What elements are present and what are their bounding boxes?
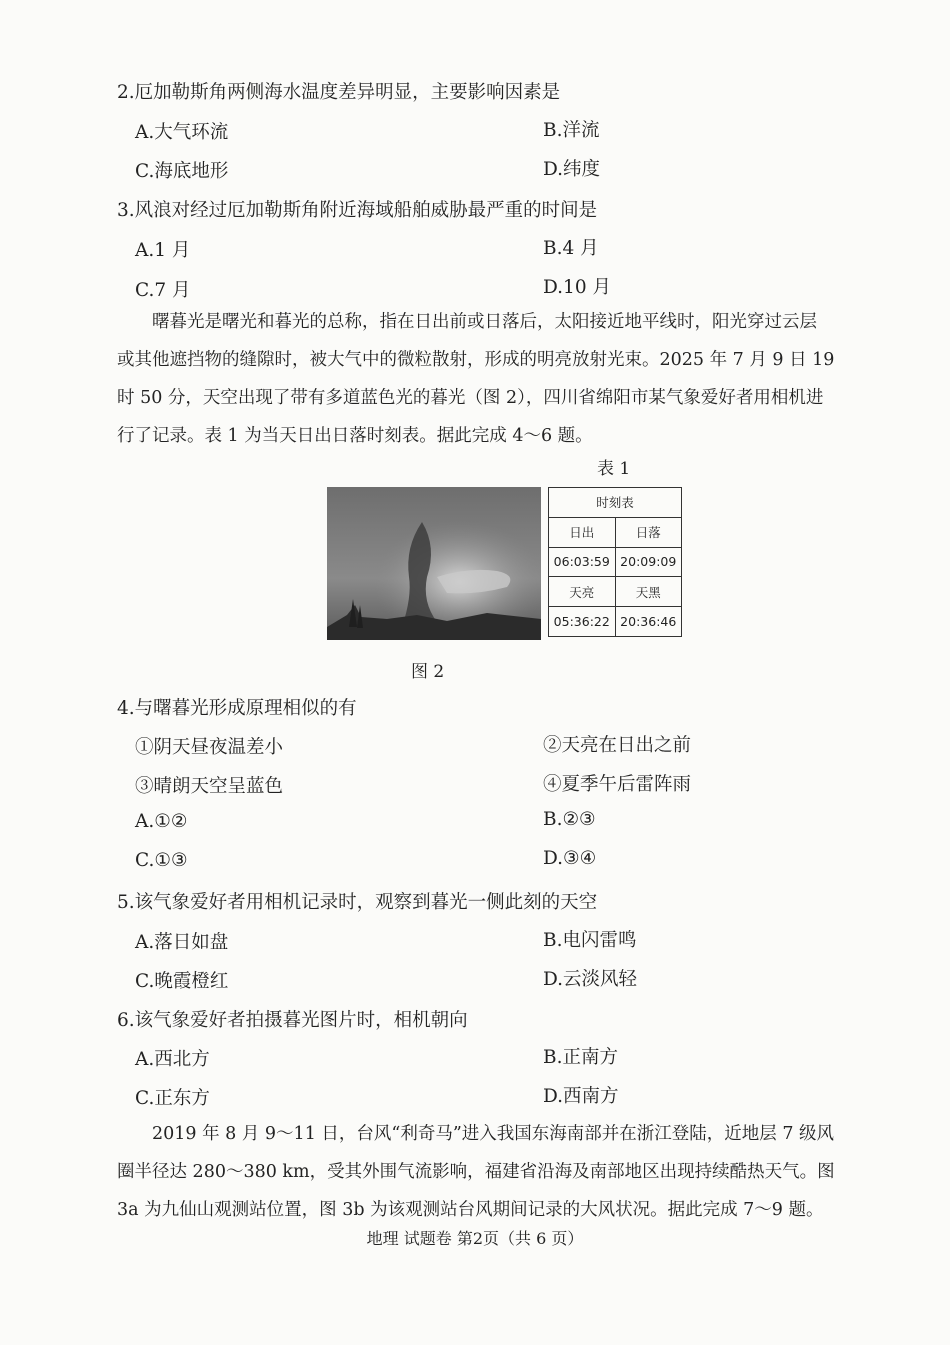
table-cell: 日落	[615, 517, 682, 547]
table-cell: 20:36:46	[615, 607, 682, 637]
q5-option-d: D.云淡风轻	[543, 969, 638, 990]
table-cell: 天黑	[615, 577, 682, 607]
q2-option-d: D.纬度	[543, 159, 601, 180]
table-cell: 05:36:22	[549, 607, 616, 637]
q4-option-b: B.②③	[543, 809, 596, 830]
q5-option-a: A.落日如盘	[135, 932, 229, 953]
q2-option-b: B.洋流	[543, 120, 600, 141]
passage-line: 曙暮光是曙光和暮光的总称，指在日出前或日落后，太阳接近地平线时，阳光穿过云层	[152, 312, 817, 332]
q4-option-d: D.③④	[543, 848, 597, 869]
q3-option-b: B.4 月	[543, 238, 599, 259]
q6-option-b: B.正南方	[543, 1047, 618, 1068]
passage-line: 或其他遮挡物的缝隙时，被大气中的微粒散射，形成的明亮放射光束。2025 年 7 月 9 日 19	[117, 350, 835, 370]
figure-caption: 图 2	[411, 662, 445, 682]
q2-option-a: A.大气环流	[135, 122, 229, 143]
passage-line: 圈半径达 280～380 km，受其外围气流影响，福建省沿海及南部地区出现持续酷热天气。图	[117, 1162, 835, 1182]
page-footer: 地理 试题卷 第2页（共 6 页）	[366, 1229, 584, 1248]
q2-stem: 2.厄加勒斯角两侧海水温度差异明显，主要影响因素是	[117, 82, 561, 103]
q5-option-b: B.电闪雷鸣	[543, 930, 637, 951]
q6-option-a: A.西北方	[135, 1049, 210, 1070]
table-cell: 日出	[549, 517, 616, 547]
twilight-photo	[327, 487, 541, 640]
q3-option-c: C.7 月	[135, 280, 191, 301]
q5-stem: 5.该气象爱好者用相机记录时，观察到暮光一侧此刻的天空	[117, 892, 598, 913]
twilight-photo-graphic	[327, 487, 541, 640]
q4-statement-2: ②天亮在日出之前	[543, 735, 692, 756]
q6-stem: 6.该气象爱好者拍摄暮光图片时，相机朝向	[117, 1010, 468, 1031]
q4-option-a: A.①②	[135, 811, 188, 832]
table-cell: 20:09:09	[615, 547, 682, 577]
q5-option-c: C.晚霞橙红	[135, 971, 229, 992]
table-cell: 天亮	[549, 577, 616, 607]
passage-twilight	[117, 303, 897, 455]
passage-typhoon	[117, 1115, 897, 1229]
q4-stem: 4.与曙暮光形成原理相似的有	[117, 698, 357, 719]
q3-stem: 3.风浪对经过厄加勒斯角附近海域船舶威胁最严重的时间是	[117, 200, 598, 221]
table-cell: 06:03:59	[549, 547, 616, 577]
passage-line: 3a 为九仙山观测站位置，图 3b 为该观测站台风期间记录的大风状况。据此完成 7～9 题。	[117, 1200, 824, 1220]
sunrise-sunset-table	[548, 487, 682, 637]
passage-line: 行了记录。表 1 为当天日出日落时刻表。据此完成 4～6 题。	[117, 426, 593, 446]
q6-option-d: D.西南方	[543, 1086, 619, 1107]
q4-statement-3: ③晴朗天空呈蓝色	[135, 776, 284, 797]
table-title: 时刻表	[549, 488, 682, 518]
passage-line: 时 50 分，天空出现了带有多道蓝色光的暮光（图 2），四川省绵阳市某气象爱好者用相机进	[117, 388, 824, 408]
q6-option-c: C.正东方	[135, 1088, 210, 1109]
q4-statement-4: ④夏季午后雷阵雨	[543, 774, 692, 795]
q3-option-a: A.1 月	[135, 240, 191, 261]
q4-statement-1: ①阴天昼夜温差小	[135, 737, 284, 758]
q4-option-c: C.①③	[135, 850, 188, 871]
passage-line: 2019 年 8 月 9～11 日，台风“利奇马”进入我国东海南部并在浙江登陆，近地层 7 级风	[152, 1124, 835, 1144]
q2-option-c: C.海底地形	[135, 161, 229, 182]
q3-option-d: D.10 月	[543, 277, 611, 298]
table-label: 表 1	[597, 459, 631, 479]
